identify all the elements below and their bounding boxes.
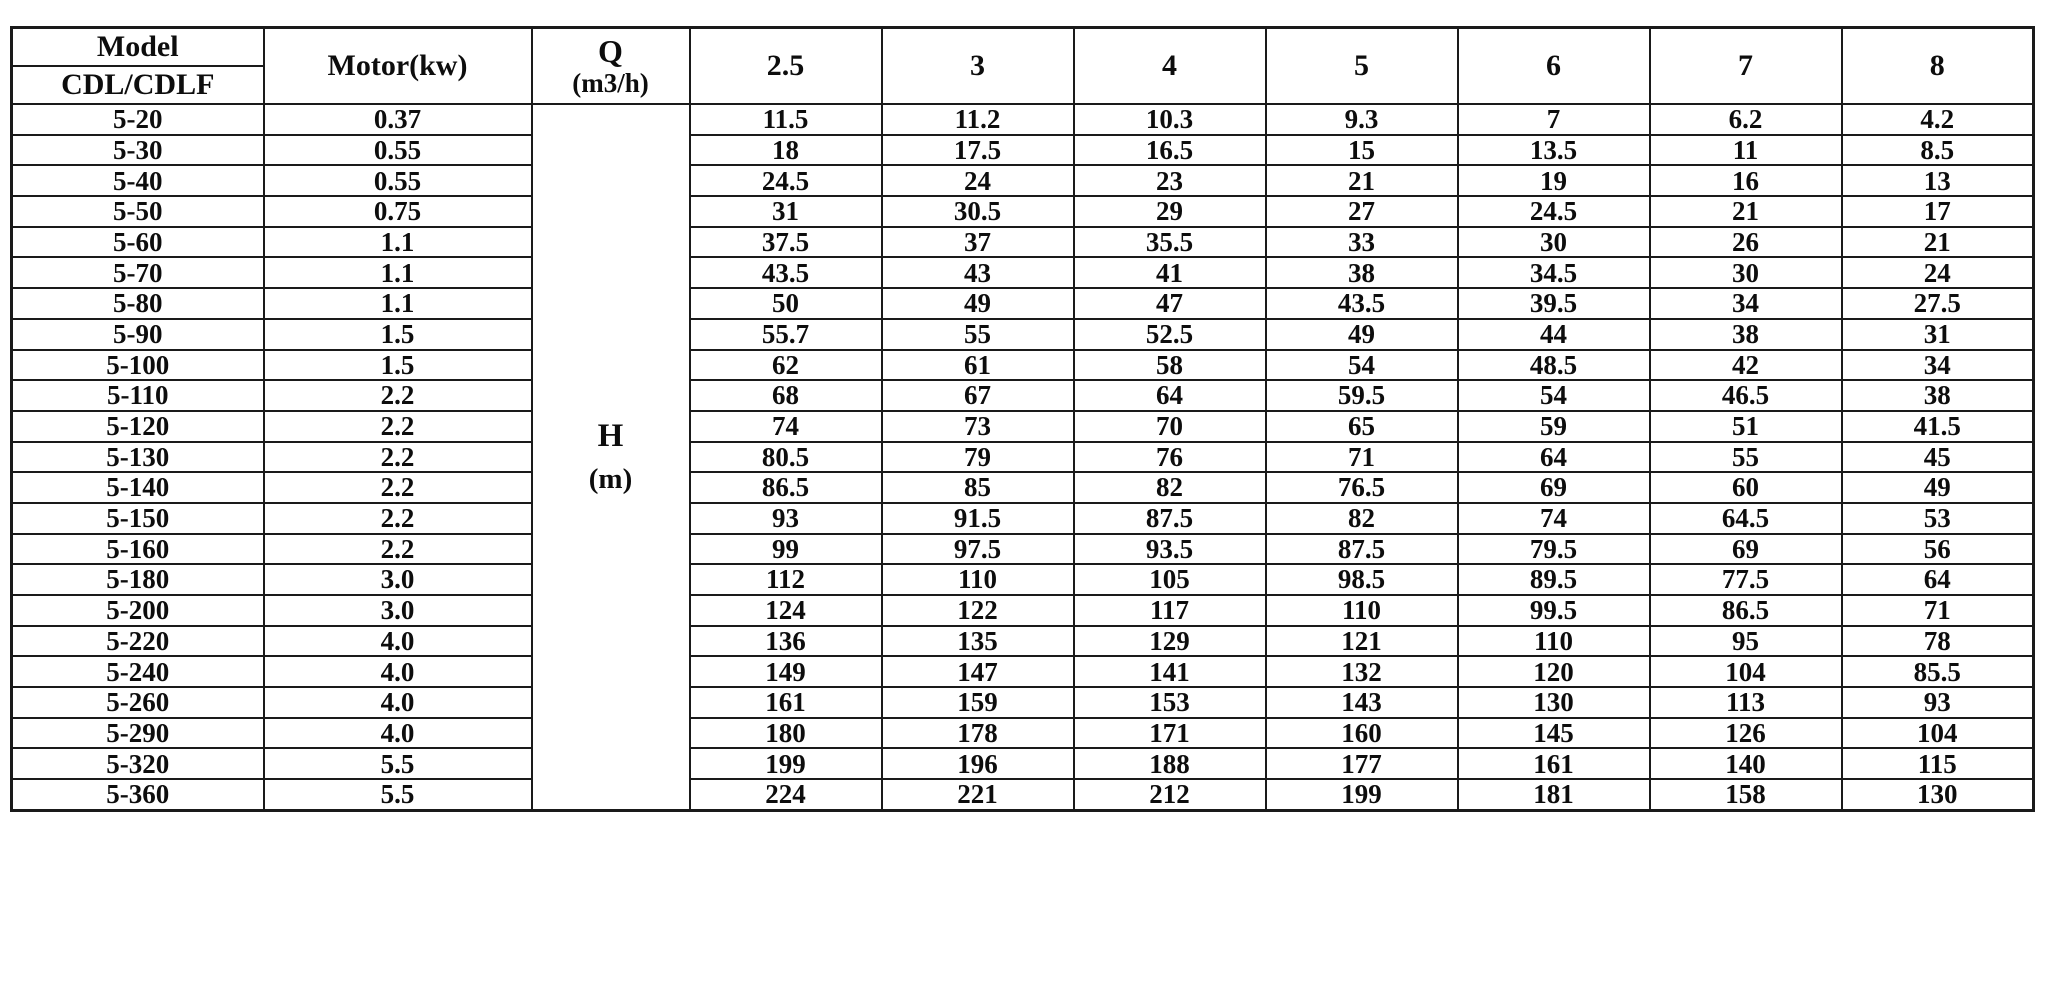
- cell-motor: 0.55: [264, 135, 532, 166]
- cell-head-value: 140: [1650, 748, 1842, 779]
- cell-head-value: 62: [690, 350, 882, 381]
- cell-head-value: 10.3: [1074, 104, 1266, 135]
- cell-head-value: 53: [1842, 503, 2034, 534]
- cell-head-value: 11: [1650, 135, 1842, 166]
- cell-head-value: 110: [1458, 626, 1650, 657]
- cell-head-value: 112: [690, 564, 882, 595]
- cell-head-value: 44: [1458, 319, 1650, 350]
- cell-motor: 4.0: [264, 656, 532, 687]
- cell-head-value: 34: [1650, 288, 1842, 319]
- cell-head-value: 30: [1650, 257, 1842, 288]
- cell-model: 5-290: [12, 718, 264, 749]
- cell-head-value: 38: [1842, 380, 2034, 411]
- cell-head-value: 76.5: [1266, 472, 1458, 503]
- cell-head-value: 124: [690, 595, 882, 626]
- cell-head-value: 99: [690, 534, 882, 565]
- cell-head-value: 89.5: [1458, 564, 1650, 595]
- cell-model: 5-40: [12, 165, 264, 196]
- cell-head-value: 79.5: [1458, 534, 1650, 565]
- header-flow-3: 3: [882, 28, 1074, 105]
- cell-motor: 2.2: [264, 411, 532, 442]
- cell-head-value: 39.5: [1458, 288, 1650, 319]
- cell-head-value: 11.5: [690, 104, 882, 135]
- cell-motor: 5.5: [264, 779, 532, 810]
- cell-head-value: 13.5: [1458, 135, 1650, 166]
- cell-head-value: 26: [1650, 227, 1842, 258]
- cell-head-value: 135: [882, 626, 1074, 657]
- cell-motor: 0.75: [264, 196, 532, 227]
- cell-head-value: 161: [690, 687, 882, 718]
- table-row: [12, 472, 2034, 503]
- cell-head-value: 117: [1074, 595, 1266, 626]
- cell-model: 5-100: [12, 350, 264, 381]
- header-flow-4: 4: [1074, 28, 1266, 105]
- cell-head-value: 160: [1266, 718, 1458, 749]
- header-h-symbol: H: [597, 418, 624, 455]
- cell-head-value: 122: [882, 595, 1074, 626]
- table-row: [12, 687, 2034, 718]
- table-row: [12, 104, 2034, 135]
- cell-head-value: 49: [1842, 472, 2034, 503]
- cell-head-value: 38: [1266, 257, 1458, 288]
- cell-head-value: 130: [1842, 779, 2034, 810]
- cell-head-value: 55.7: [690, 319, 882, 350]
- cell-head-value: 159: [882, 687, 1074, 718]
- cell-model: 5-260: [12, 687, 264, 718]
- cell-model: 5-120: [12, 411, 264, 442]
- cell-head-value: 15: [1266, 135, 1458, 166]
- header-row-top: [12, 28, 2034, 67]
- table-header: [12, 28, 2034, 105]
- cell-head-value: 24: [1842, 257, 2034, 288]
- cell-head-value: 181: [1458, 779, 1650, 810]
- cell-head-value: 188: [1074, 748, 1266, 779]
- cell-head-value: 67: [882, 380, 1074, 411]
- cell-head-value: 31: [1842, 319, 2034, 350]
- table-row: [12, 534, 2034, 565]
- cell-head-value: 24.5: [1458, 196, 1650, 227]
- cell-head-value: 180: [690, 718, 882, 749]
- cell-head-value: 149: [690, 656, 882, 687]
- cell-head-value: 7: [1458, 104, 1650, 135]
- cell-motor: 2.2: [264, 534, 532, 565]
- cell-head-value: 97.5: [882, 534, 1074, 565]
- cell-head-value: 16: [1650, 165, 1842, 196]
- table-row: [12, 748, 2034, 779]
- header-flow-2-5: 2.5: [690, 28, 882, 105]
- cell-head-value: 48.5: [1458, 350, 1650, 381]
- cell-head-value: 19: [1458, 165, 1650, 196]
- cell-head-value: 115: [1842, 748, 2034, 779]
- cell-model: 5-180: [12, 564, 264, 595]
- cell-motor: 2.2: [264, 472, 532, 503]
- cell-head-value: 76: [1074, 442, 1266, 473]
- cell-head-value: 42: [1650, 350, 1842, 381]
- cell-head-value: 85: [882, 472, 1074, 503]
- header-flow-6: 6: [1458, 28, 1650, 105]
- cell-head-value: 18: [690, 135, 882, 166]
- table-row: [12, 257, 2034, 288]
- cell-head-value: 4.2: [1842, 104, 2034, 135]
- header-flow-5: 5: [1266, 28, 1458, 105]
- cell-head-value: 30: [1458, 227, 1650, 258]
- cell-head-value: 27.5: [1842, 288, 2034, 319]
- cell-head-value: 34: [1842, 350, 2034, 381]
- cell-head-value: 120: [1458, 656, 1650, 687]
- cell-head-value: 23: [1074, 165, 1266, 196]
- cell-head-value: 43.5: [690, 257, 882, 288]
- cell-model: 5-70: [12, 257, 264, 288]
- cell-motor: 1.5: [264, 350, 532, 381]
- table-row: [12, 503, 2034, 534]
- cell-head-value: 24: [882, 165, 1074, 196]
- table-row: [12, 350, 2034, 381]
- cell-motor: 4.0: [264, 626, 532, 657]
- cell-head-value: 64: [1458, 442, 1650, 473]
- table-row: [12, 135, 2034, 166]
- cell-head-value: 56: [1842, 534, 2034, 565]
- cell-head-value: 212: [1074, 779, 1266, 810]
- cell-model: 5-240: [12, 656, 264, 687]
- cell-motor: 4.0: [264, 718, 532, 749]
- cell-head-value: 64: [1074, 380, 1266, 411]
- cell-head-value: 104: [1842, 718, 2034, 749]
- cell-motor: 3.0: [264, 595, 532, 626]
- cell-head-value: 71: [1266, 442, 1458, 473]
- cell-head-value: 141: [1074, 656, 1266, 687]
- cell-motor: 5.5: [264, 748, 532, 779]
- cell-motor: 1.1: [264, 288, 532, 319]
- cell-head-value: 143: [1266, 687, 1458, 718]
- cell-head-value: 49: [1266, 319, 1458, 350]
- cell-head-value: 130: [1458, 687, 1650, 718]
- cell-head-value: 129: [1074, 626, 1266, 657]
- cell-head-value: 78: [1842, 626, 2034, 657]
- cell-head-value: 171: [1074, 718, 1266, 749]
- header-motor: Motor(kw): [264, 28, 532, 105]
- header-flow-8: 8: [1842, 28, 2034, 105]
- cell-model: 5-110: [12, 380, 264, 411]
- cell-head-value: 61: [882, 350, 1074, 381]
- table-row: [12, 380, 2034, 411]
- header-model-bottom: CDL/CDLF: [12, 66, 264, 104]
- cell-model: 5-200: [12, 595, 264, 626]
- cell-head-value: 17: [1842, 196, 2034, 227]
- cell-head-value: 17.5: [882, 135, 1074, 166]
- cell-head-value: 224: [690, 779, 882, 810]
- cell-head-value: 21: [1266, 165, 1458, 196]
- cell-model: 5-130: [12, 442, 264, 473]
- cell-head-value: 37: [882, 227, 1074, 258]
- cell-head-value: 41.5: [1842, 411, 2034, 442]
- cell-model: 5-30: [12, 135, 264, 166]
- cell-head-value: 178: [882, 718, 1074, 749]
- cell-head-value: 43: [882, 257, 1074, 288]
- cell-head-value: 9.3: [1266, 104, 1458, 135]
- table-row: [12, 779, 2034, 810]
- cell-head-value: 82: [1266, 503, 1458, 534]
- cell-head-value: 70: [1074, 411, 1266, 442]
- table-row: [12, 564, 2034, 595]
- cell-head-value: 54: [1266, 350, 1458, 381]
- table-row: [12, 595, 2034, 626]
- cell-head-value: 55: [882, 319, 1074, 350]
- cell-head-value: 52.5: [1074, 319, 1266, 350]
- table-row: [12, 319, 2034, 350]
- cell-head-value: 35.5: [1074, 227, 1266, 258]
- cell-model: 5-50: [12, 196, 264, 227]
- cell-head-value: 113: [1650, 687, 1842, 718]
- cell-head-value: 65: [1266, 411, 1458, 442]
- cell-head-value: 47: [1074, 288, 1266, 319]
- cell-head-value: 59: [1458, 411, 1650, 442]
- header-flow-7: 7: [1650, 28, 1842, 105]
- cell-model: 5-20: [12, 104, 264, 135]
- cell-motor: 3.0: [264, 564, 532, 595]
- cell-head-value: 13: [1842, 165, 2034, 196]
- cell-head-unit: [532, 104, 690, 810]
- cell-head-value: 34.5: [1458, 257, 1650, 288]
- cell-motor: 4.0: [264, 687, 532, 718]
- cell-head-value: 68: [690, 380, 882, 411]
- cell-head-value: 58: [1074, 350, 1266, 381]
- header-h-unit: (m): [588, 463, 633, 495]
- cell-head-value: 158: [1650, 779, 1842, 810]
- cell-head-value: 87.5: [1074, 503, 1266, 534]
- table-row: [12, 227, 2034, 258]
- cell-head-value: 77.5: [1650, 564, 1842, 595]
- cell-head-value: 121: [1266, 626, 1458, 657]
- header-q-symbol: Q: [598, 33, 623, 70]
- cell-head-value: 177: [1266, 748, 1458, 779]
- cell-head-value: 16.5: [1074, 135, 1266, 166]
- cell-head-value: 38: [1650, 319, 1842, 350]
- cell-motor: 1.5: [264, 319, 532, 350]
- cell-head-value: 54: [1458, 380, 1650, 411]
- table-row: [12, 196, 2034, 227]
- cell-head-value: 104: [1650, 656, 1842, 687]
- cell-head-value: 126: [1650, 718, 1842, 749]
- cell-head-value: 221: [882, 779, 1074, 810]
- cell-motor: 2.2: [264, 380, 532, 411]
- cell-head-value: 31: [690, 196, 882, 227]
- cell-head-value: 93: [690, 503, 882, 534]
- table-row: [12, 411, 2034, 442]
- cell-model: 5-60: [12, 227, 264, 258]
- cell-motor: 2.2: [264, 442, 532, 473]
- table-row: [12, 718, 2034, 749]
- cell-head-value: 199: [690, 748, 882, 779]
- cell-model: 5-150: [12, 503, 264, 534]
- cell-motor: 0.37: [264, 104, 532, 135]
- cell-head-value: 43.5: [1266, 288, 1458, 319]
- cell-head-value: 199: [1266, 779, 1458, 810]
- cell-head-value: 74: [1458, 503, 1650, 534]
- cell-model: 5-220: [12, 626, 264, 657]
- table-row: [12, 626, 2034, 657]
- cell-head-value: 64: [1842, 564, 2034, 595]
- cell-head-value: 46.5: [1650, 380, 1842, 411]
- cell-head-value: 132: [1266, 656, 1458, 687]
- table-row: [12, 442, 2034, 473]
- cell-head-value: 86.5: [1650, 595, 1842, 626]
- header-q-unit: (m3/h): [572, 67, 649, 98]
- cell-head-value: 145: [1458, 718, 1650, 749]
- cell-motor: 1.1: [264, 227, 532, 258]
- cell-model: 5-320: [12, 748, 264, 779]
- cell-head-value: 73: [882, 411, 1074, 442]
- cell-head-value: 161: [1458, 748, 1650, 779]
- cell-head-value: 110: [882, 564, 1074, 595]
- cell-head-value: 60: [1650, 472, 1842, 503]
- cell-head-value: 45: [1842, 442, 2034, 473]
- cell-head-value: 80.5: [690, 442, 882, 473]
- cell-head-value: 93.5: [1074, 534, 1266, 565]
- cell-head-value: 86.5: [690, 472, 882, 503]
- table-row: [12, 165, 2034, 196]
- cell-head-value: 33: [1266, 227, 1458, 258]
- header-flow-symbol: [532, 28, 690, 105]
- cell-head-value: 99.5: [1458, 595, 1650, 626]
- cell-head-value: 59.5: [1266, 380, 1458, 411]
- cell-head-value: 51: [1650, 411, 1842, 442]
- cell-head-value: 55: [1650, 442, 1842, 473]
- cell-head-value: 50: [690, 288, 882, 319]
- cell-motor: 0.55: [264, 165, 532, 196]
- cell-head-value: 110: [1266, 595, 1458, 626]
- cell-head-value: 37.5: [690, 227, 882, 258]
- cell-head-value: 91.5: [882, 503, 1074, 534]
- cell-head-value: 30.5: [882, 196, 1074, 227]
- cell-head-value: 87.5: [1266, 534, 1458, 565]
- cell-head-value: 24.5: [690, 165, 882, 196]
- cell-head-value: 79: [882, 442, 1074, 473]
- cell-head-value: 136: [690, 626, 882, 657]
- pump-performance-table: [10, 26, 2035, 812]
- cell-head-value: 49: [882, 288, 1074, 319]
- cell-head-value: 69: [1458, 472, 1650, 503]
- cell-head-value: 71: [1842, 595, 2034, 626]
- cell-model: 5-80: [12, 288, 264, 319]
- cell-head-value: 93: [1842, 687, 2034, 718]
- cell-motor: 2.2: [264, 503, 532, 534]
- cell-head-value: 95: [1650, 626, 1842, 657]
- cell-head-value: 21: [1842, 227, 2034, 258]
- table-body: [12, 104, 2034, 810]
- cell-head-value: 105: [1074, 564, 1266, 595]
- cell-head-value: 196: [882, 748, 1074, 779]
- header-model-top: Model: [12, 28, 264, 67]
- table-row: [12, 288, 2034, 319]
- cell-head-value: 98.5: [1266, 564, 1458, 595]
- cell-head-value: 8.5: [1842, 135, 2034, 166]
- cell-head-value: 147: [882, 656, 1074, 687]
- cell-head-value: 6.2: [1650, 104, 1842, 135]
- cell-head-value: 29: [1074, 196, 1266, 227]
- cell-model: 5-160: [12, 534, 264, 565]
- cell-model: 5-90: [12, 319, 264, 350]
- cell-head-value: 27: [1266, 196, 1458, 227]
- cell-head-value: 11.2: [882, 104, 1074, 135]
- cell-head-value: 69: [1650, 534, 1842, 565]
- cell-head-value: 41: [1074, 257, 1266, 288]
- cell-head-value: 153: [1074, 687, 1266, 718]
- cell-model: 5-140: [12, 472, 264, 503]
- cell-head-value: 21: [1650, 196, 1842, 227]
- cell-motor: 1.1: [264, 257, 532, 288]
- cell-head-value: 64.5: [1650, 503, 1842, 534]
- cell-head-value: 82: [1074, 472, 1266, 503]
- cell-model: 5-360: [12, 779, 264, 810]
- cell-head-value: 74: [690, 411, 882, 442]
- cell-head-value: 85.5: [1842, 656, 2034, 687]
- table-row: [12, 656, 2034, 687]
